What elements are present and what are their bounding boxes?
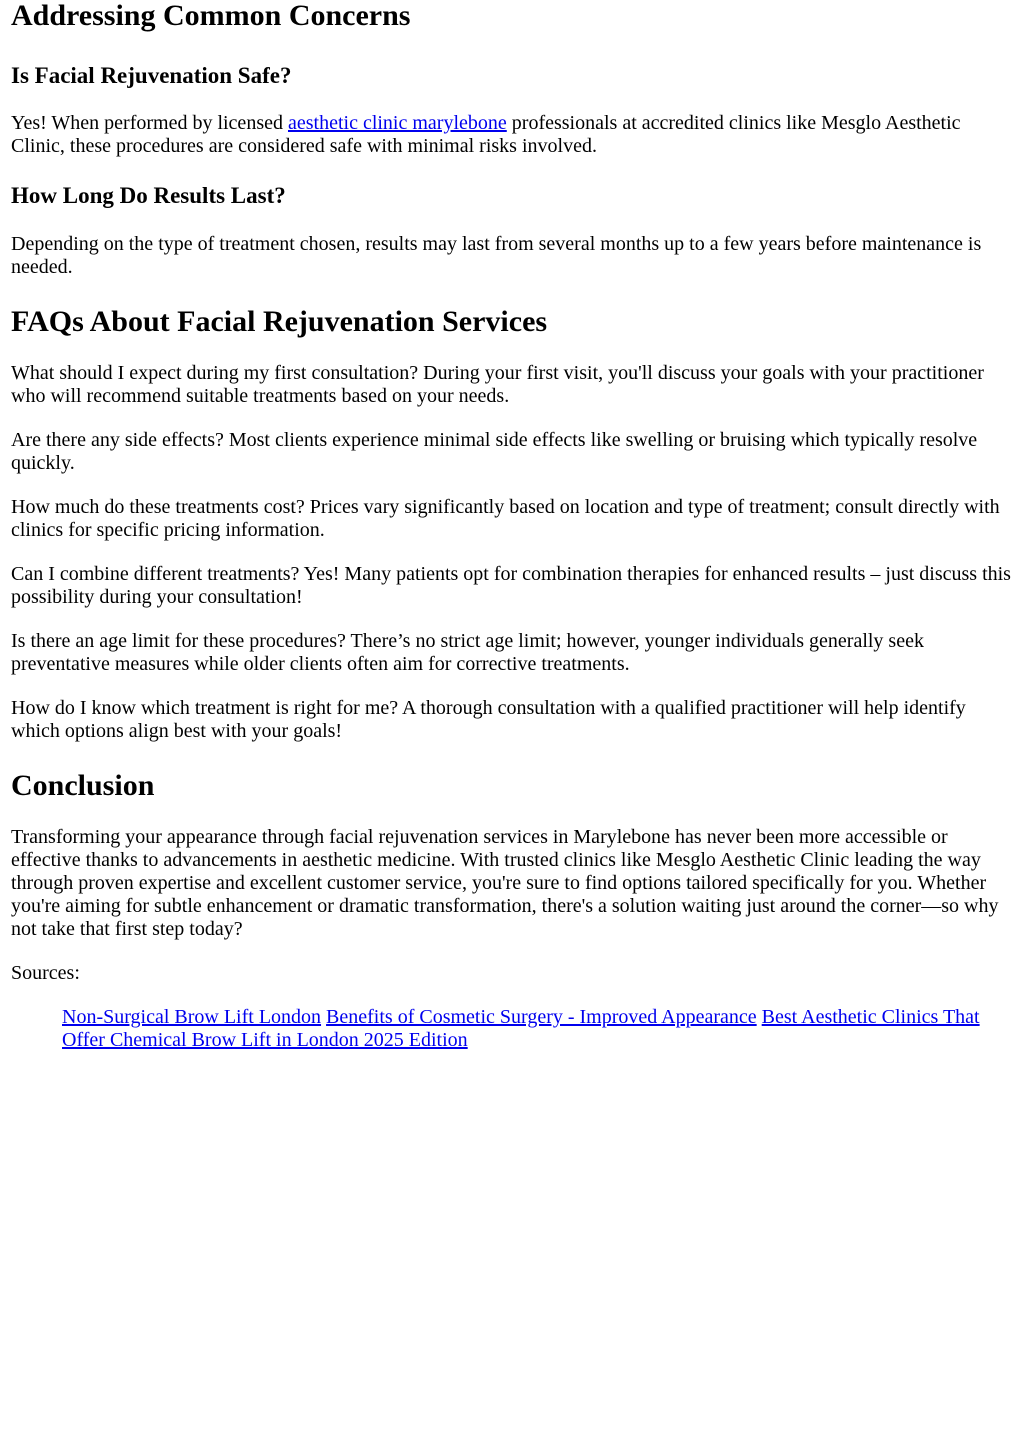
faq-item-consultation: What should I expect during my first consultation? During your first visit, you'll discuss your goals with your practitioner who will recommend suitable treatments based on your needs. (11, 362, 984, 407)
aesthetic-clinic-marylebone-link[interactable]: aesthetic clinic marylebone (287, 112, 507, 134)
answer-safety-text-after: professionals at accredited clinics like Mesglo Aesthetic Clinic, these procedures are considered safe with minimal risks involved. (11, 112, 961, 157)
sources-list (62, 1006, 1014, 1052)
source-link-best-clinics[interactable]: Best Aesthetic Clinics That Offer Chemical Brow Lift in London 2025 Edition (62, 1006, 980, 1051)
source-link-cosmetic-surgery[interactable]: Benefits of Cosmetic Surgery - Improved Appearance (326, 1006, 757, 1028)
question-heading-duration: How Long Do Results Last? (11, 183, 286, 208)
answer-duration: Depending on the type of treatment chosen, results may last from several months up to a few years before maintenance is needed. (11, 233, 982, 278)
faq-item-right-treatment: How do I know which treatment is right for me? A thorough consultation with a qualified practitioner will help identify which options align best with your goals! (11, 697, 966, 742)
faq-item-combine: Can I combine different treatments? Yes! Many patients opt for combination therapies for enhanced results – just discuss this possibility during your consultation! (11, 563, 1011, 608)
conclusion-text: Transforming your appearance through facial rejuvenation services in Marylebone has never been more accessible or effective thanks to advancements in aesthetic medicine. With trusted clinics like Mesglo Aesthetic Clinic leading the way through proven expertise and excellent customer service, you're sure to find options tailored specifically for you. Whether you're aiming for subtle enhancement or dramatic transformation, there's a solution waiting just around the corner—so why not take that first step today? (11, 826, 999, 940)
source-link-brow-lift[interactable]: Non-Surgical Brow Lift London (62, 1006, 322, 1028)
answer-safety-text-before: Yes! When performed by licensed (11, 112, 288, 134)
faq-item-side-effects: Are there any side effects? Most clients experience minimal side effects like swelling or bruising which typically resolve quickly. (11, 429, 978, 474)
answer-safety (11, 112, 1014, 158)
question-heading-safety: Is Facial Rejuvenation Safe? (11, 63, 292, 88)
section-heading-concerns: Addressing Common Concerns (11, 0, 411, 32)
faq-item-age-limit: Is there an age limit for these procedures? There’s no strict age limit; however, younger individuals generally seek preventative measures while older clients often aim for corrective treatments. (11, 630, 924, 675)
faq-item-cost: How much do these treatments cost? Prices vary significantly based on location and type of treatment; consult directly with clinics for specific pricing information. (11, 496, 1000, 541)
section-heading-conclusion: Conclusion (11, 769, 155, 802)
sources-label: Sources: (11, 962, 80, 984)
section-heading-faqs: FAQs About Facial Rejuvenation Services (11, 305, 548, 338)
